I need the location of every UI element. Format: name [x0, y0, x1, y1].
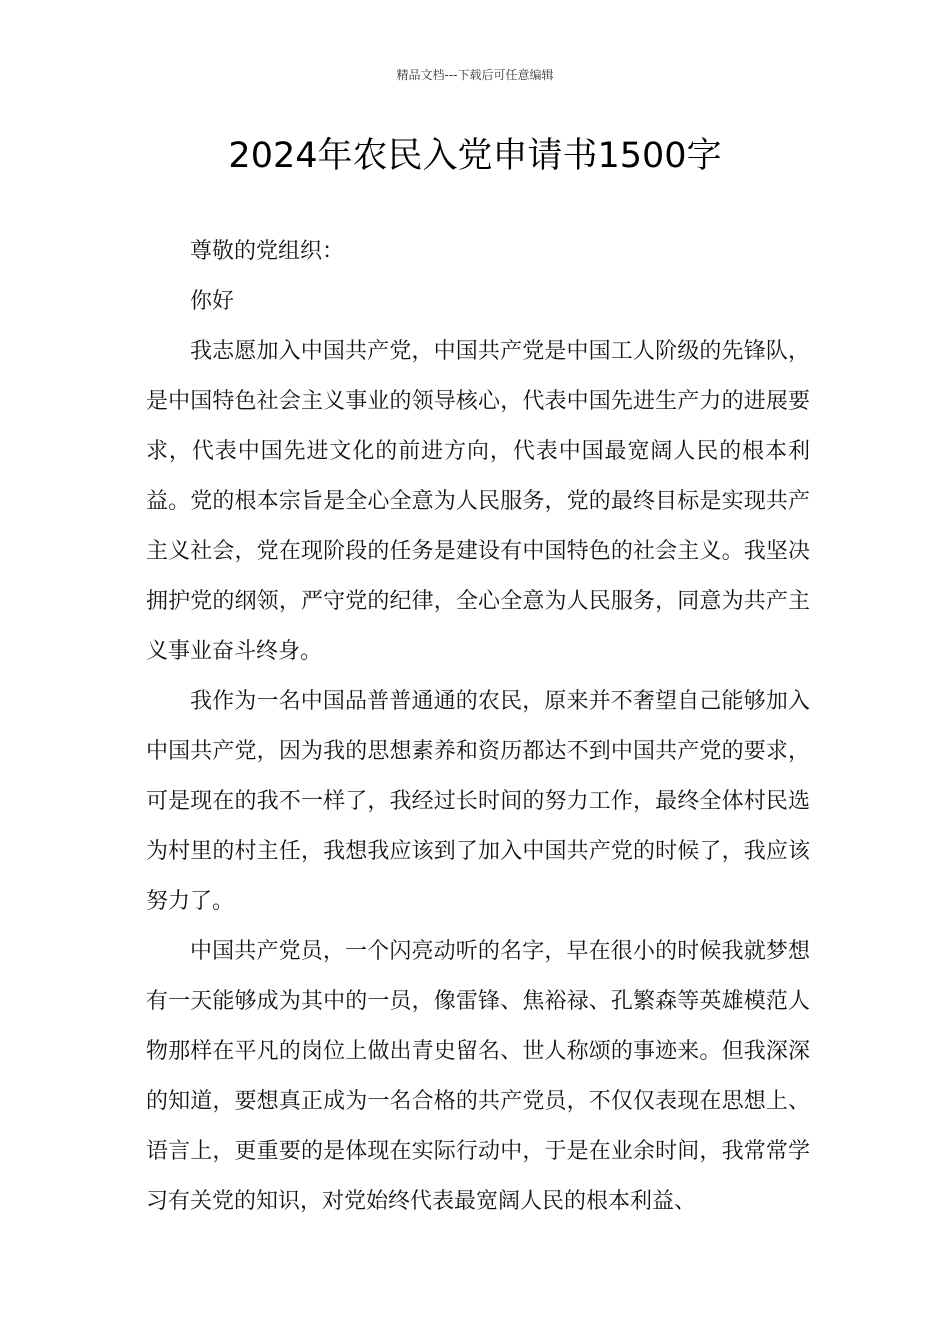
salutation: 尊敬的党组织：: [190, 239, 345, 264]
header-note: 精品文档---下载后可任意编辑: [396, 68, 554, 82]
document-title: 2024年农民入党申请书1500字: [228, 136, 722, 176]
document-body: [146, 227, 810, 1227]
paragraph-1: 我志愿加入中国共产党，中国共产党是中国工人阶级的先锋队，是中国特色社会主义事业的领导核心，代表中国先进生产力的进展要求，代表中国先进文化的前进方向，代表中国最宽阔人民的根本利益。党的根本宗旨是全心全意为人民服务，党的最终目标是实现共产主义社会，党在现阶段的任务是建设有中国特色的社会主义。我坚决拥护党的纲领，严守党的纪律，全心全意为人民服务，同意为共产主义事业奋斗终身。: [146, 339, 810, 664]
paragraph-3: 中国共产党员，一个闪亮动听的名字，早在很小的时候我就梦想有一天能够成为其中的一员，像雷锋、焦裕禄、孔繁森等英雄模范人物那样在平凡的岗位上做出青史留名、世人称颂的事迹来。但我深深的知道，要想真正成为一名合格的共产党员，不仅仅表现在思想上、语言上，更重要的是体现在实际行动中，于是在业余时间，我常常学习有关党的知识，对党始终代表最宽阔人民的根本利益、: [146, 939, 810, 1214]
greeting: 你好: [190, 289, 235, 314]
paragraph-2: 我作为一名中国品普普通通的农民，原来并不奢望自己能够加入中国共产党，因为我的思想素养和资历都达不到中国共产党的要求，可是现在的我不一样了，我经过长时间的努力工作，最终全体村民选为村里的村主任，我想我应该到了加入中国共产党的时候了，我应该努力了。: [146, 689, 810, 914]
